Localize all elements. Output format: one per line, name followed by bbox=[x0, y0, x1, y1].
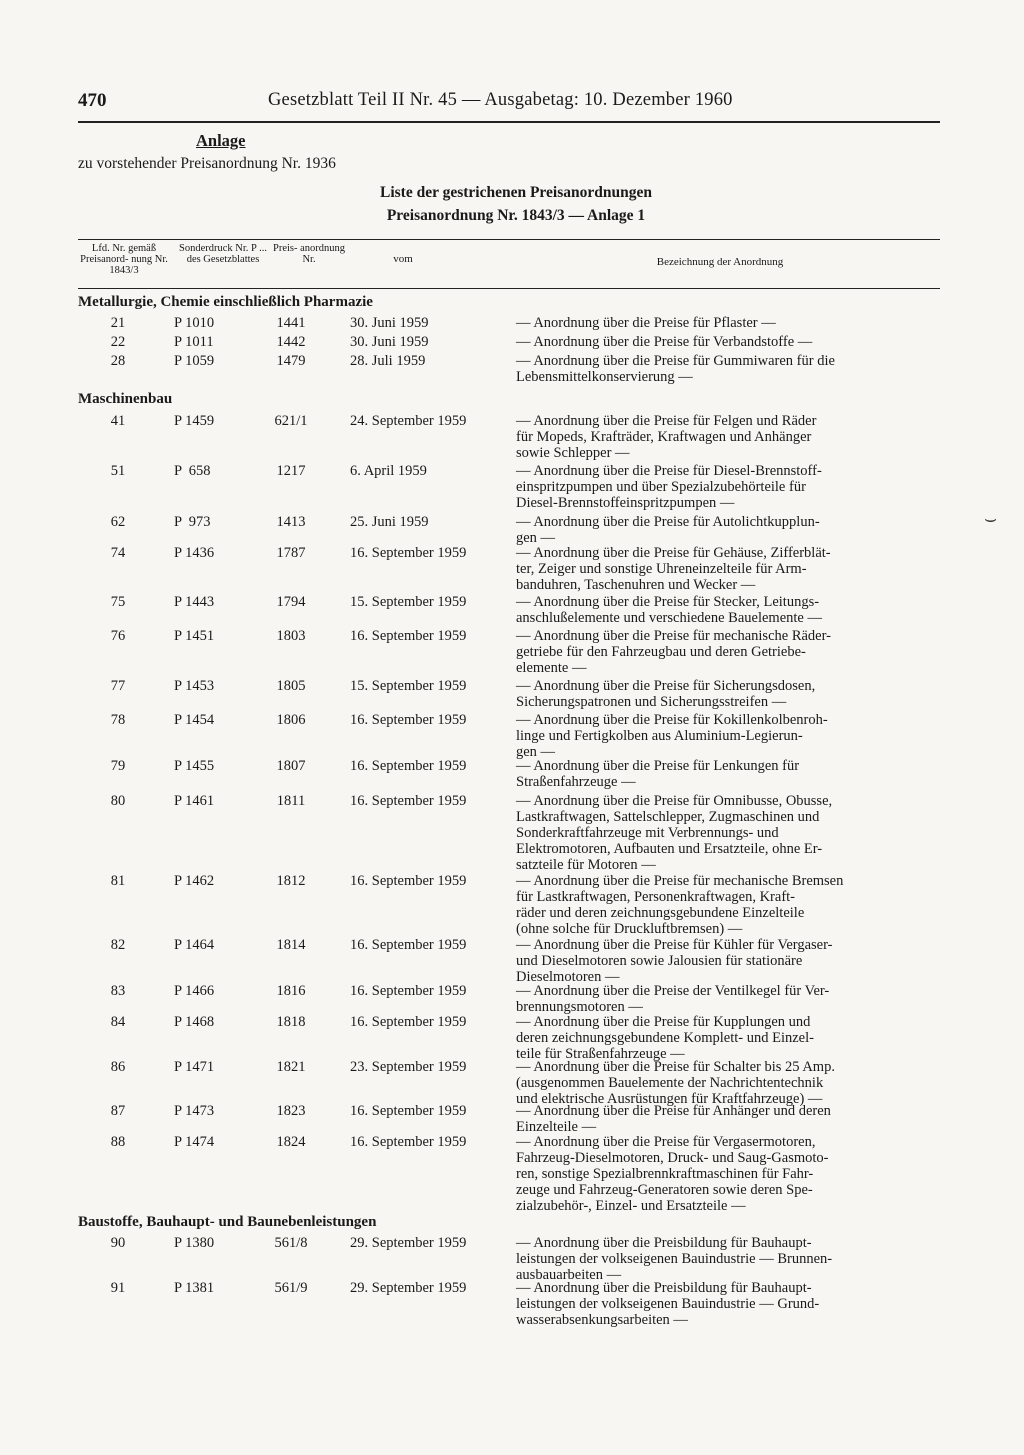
cell-bezeichnung bbox=[516, 793, 938, 873]
cell-bezeichnung bbox=[516, 1134, 938, 1214]
bezeichnung-line: und elektrische Ausrüstungen für Kraftfahrzeuge) — bbox=[516, 1091, 823, 1107]
cell-sonderdruck: P 1011 bbox=[174, 334, 214, 350]
cell-bezeichnung bbox=[516, 463, 938, 511]
cell-bezeichnung bbox=[516, 514, 938, 546]
cell-preisanordnung: 1217 bbox=[276, 463, 306, 479]
cell-lfd-nr: 79 bbox=[110, 758, 126, 774]
bezeichnung-line: — Anordnung über die Preise für Diesel-Brennstoff- bbox=[516, 463, 822, 479]
cell-sonderdruck: P 1471 bbox=[174, 1059, 215, 1075]
cell-sonderdruck: P 1461 bbox=[174, 793, 215, 809]
column-header-preisanordnung: Preis- anordnung Nr. bbox=[272, 243, 346, 265]
section-heading: Baustoffe, Bauhaupt- und Baunebenleistungen bbox=[78, 1214, 377, 1230]
bezeichnung-line: — Anordnung über die Preise für Kupplungen und bbox=[516, 1014, 811, 1030]
margin-mark: ⌣ bbox=[984, 508, 998, 530]
bezeichnung-line: Straßenfahrzeuge — bbox=[516, 774, 636, 790]
bezeichnung-line: — Anordnung über die Preise für Stecker, Leitungs- bbox=[516, 594, 820, 610]
header-title: Gesetzblatt Teil II Nr. 45 — Ausgabetag: 10. Dezember 1960 bbox=[268, 90, 733, 110]
cell-lfd-nr: 51 bbox=[110, 463, 126, 479]
cell-preisanordnung: 1803 bbox=[276, 628, 306, 644]
bezeichnung-line: — Anordnung über die Preise für Autolichtkupplun- bbox=[516, 514, 820, 530]
cell-preisanordnung: 1821 bbox=[276, 1059, 306, 1075]
cell-sonderdruck: P 1473 bbox=[174, 1103, 215, 1119]
cell-sonderdruck: P 973 bbox=[174, 514, 211, 530]
cell-vom-date: 16. September 1959 bbox=[350, 793, 467, 809]
cell-lfd-nr: 75 bbox=[110, 594, 126, 610]
cell-vom-date: 16. September 1959 bbox=[350, 873, 467, 889]
cell-lfd-nr: 41 bbox=[110, 413, 126, 429]
cell-preisanordnung: 1441 bbox=[276, 315, 306, 331]
cell-bezeichnung bbox=[516, 353, 938, 385]
bezeichnung-line: räder und deren zeichnungsgebundene Einzelteile bbox=[516, 905, 805, 921]
table-rule-bottom bbox=[78, 288, 940, 289]
cell-sonderdruck: P 658 bbox=[174, 463, 211, 479]
cell-bezeichnung bbox=[516, 678, 938, 710]
bezeichnung-line: banduhren, Taschenuhren und Wecker — bbox=[516, 577, 756, 593]
list-subtitle: Preisanordnung Nr. 1843/3 — Anlage 1 bbox=[386, 207, 646, 224]
bezeichnung-line: — Anordnung über die Preisbildung für Bauhaupt- bbox=[516, 1280, 812, 1296]
bezeichnung-line: — Anordnung über die Preise für Gehäuse, Zifferblät- bbox=[516, 545, 831, 561]
cell-sonderdruck: P 1474 bbox=[174, 1134, 215, 1150]
bezeichnung-line: — Anordnung über die Preise für Pflaster — bbox=[516, 315, 776, 331]
cell-sonderdruck: P 1464 bbox=[174, 937, 215, 953]
cell-lfd-nr: 87 bbox=[110, 1103, 126, 1119]
cell-vom-date: 30. Juni 1959 bbox=[350, 315, 429, 331]
cell-preisanordnung: 1805 bbox=[276, 678, 306, 694]
bezeichnung-line: sowie Schlepper — bbox=[516, 445, 630, 461]
cell-bezeichnung bbox=[516, 1014, 938, 1062]
cell-bezeichnung bbox=[516, 758, 938, 790]
bezeichnung-line: deren zeichnungsgebundene Komplett- und Einzel- bbox=[516, 1030, 814, 1046]
bezeichnung-line: leistungen der volkseigenen Bauindustrie — Grund- bbox=[516, 1296, 820, 1312]
bezeichnung-line: brennungsmotoren — bbox=[516, 999, 643, 1015]
cell-vom-date: 16. September 1959 bbox=[350, 1014, 467, 1030]
cell-preisanordnung: 1816 bbox=[276, 983, 306, 999]
column-header-vom: vom bbox=[393, 253, 413, 265]
cell-vom-date: 29. September 1959 bbox=[350, 1235, 467, 1251]
bezeichnung-line: — Anordnung über die Preise der Ventilkegel für Ver- bbox=[516, 983, 830, 999]
cell-sonderdruck: P 1455 bbox=[174, 758, 215, 774]
cell-vom-date: 25. Juni 1959 bbox=[350, 514, 429, 530]
cell-preisanordnung: 1806 bbox=[276, 712, 306, 728]
cell-preisanordnung: 1824 bbox=[276, 1134, 306, 1150]
cell-vom-date: 15. September 1959 bbox=[350, 594, 467, 610]
cell-bezeichnung bbox=[516, 334, 938, 350]
cell-sonderdruck: P 1454 bbox=[174, 712, 215, 728]
cell-lfd-nr: 86 bbox=[110, 1059, 126, 1075]
cell-preisanordnung: 1442 bbox=[276, 334, 306, 350]
cell-sonderdruck: P 1381 bbox=[174, 1280, 215, 1296]
cell-bezeichnung bbox=[516, 628, 938, 676]
cell-sonderdruck: P 1468 bbox=[174, 1014, 215, 1030]
page-header bbox=[78, 90, 940, 118]
list-title: Liste der gestrichenen Preisanordnungen bbox=[380, 184, 652, 201]
bezeichnung-line: — Anordnung über die Preise für Schalter bis 25 Amp. bbox=[516, 1059, 835, 1075]
cell-lfd-nr: 90 bbox=[110, 1235, 126, 1251]
cell-vom-date: 16. September 1959 bbox=[350, 628, 467, 644]
cell-lfd-nr: 78 bbox=[110, 712, 126, 728]
cell-lfd-nr: 81 bbox=[110, 873, 126, 889]
bezeichnung-line: Dieselmotoren — bbox=[516, 969, 620, 985]
table-rule-top bbox=[78, 239, 940, 240]
cell-lfd-nr: 84 bbox=[110, 1014, 126, 1030]
bezeichnung-line: gen — bbox=[516, 744, 556, 760]
cell-vom-date: 15. September 1959 bbox=[350, 678, 467, 694]
cell-preisanordnung: 621/1 bbox=[274, 413, 308, 429]
cell-lfd-nr: 80 bbox=[110, 793, 126, 809]
cell-preisanordnung: 1818 bbox=[276, 1014, 306, 1030]
bezeichnung-line: — Anordnung über die Preise für mechanische Bremsen bbox=[516, 873, 844, 889]
cell-bezeichnung bbox=[516, 1103, 938, 1135]
bezeichnung-line: — Anordnung über die Preise für Anhänger und deren bbox=[516, 1103, 831, 1119]
bezeichnung-line: gen — bbox=[516, 530, 556, 546]
bezeichnung-line: Lebensmittelkonservierung — bbox=[516, 369, 693, 385]
cell-vom-date: 16. September 1959 bbox=[350, 545, 467, 561]
bezeichnung-line: — Anordnung über die Preise für mechanische Räder- bbox=[516, 628, 831, 644]
bezeichnung-line: Fahrzeug-Dieselmotoren, Druck- und Saug-Gasmoto- bbox=[516, 1150, 829, 1166]
cell-preisanordnung: 1812 bbox=[276, 873, 306, 889]
cell-bezeichnung bbox=[516, 1280, 938, 1328]
cell-vom-date: 23. September 1959 bbox=[350, 1059, 467, 1075]
bezeichnung-line: Elektromotoren, Aufbauten und Ersatzteile, ohne Er- bbox=[516, 841, 823, 857]
bezeichnung-line: getriebe für den Fahrzeugbau und deren Getriebe- bbox=[516, 644, 806, 660]
cell-bezeichnung bbox=[516, 315, 938, 331]
bezeichnung-line: — Anordnung über die Preise für Vergasermotoren, bbox=[516, 1134, 816, 1150]
anlage-subtitle: zu vorstehender Preisanordnung Nr. 1936 bbox=[78, 155, 336, 172]
cell-bezeichnung bbox=[516, 594, 938, 626]
cell-sonderdruck: P 1380 bbox=[174, 1235, 215, 1251]
bezeichnung-line: einspritzpumpen und über Spezialzubehörteile für bbox=[516, 479, 806, 495]
cell-bezeichnung bbox=[516, 1059, 938, 1107]
bezeichnung-line: für Lastkraftwagen, Personenkraftwagen, Kraft- bbox=[516, 889, 796, 905]
cell-preisanordnung: 1811 bbox=[276, 793, 306, 809]
bezeichnung-line: Sonderkraftfahrzeuge mit Verbrennungs- und bbox=[516, 825, 779, 841]
cell-sonderdruck: P 1436 bbox=[174, 545, 215, 561]
bezeichnung-line: und Dieselmotoren sowie Jalousien für stationäre bbox=[516, 953, 803, 969]
cell-vom-date: 6. April 1959 bbox=[350, 463, 427, 479]
cell-lfd-nr: 22 bbox=[110, 334, 126, 350]
cell-lfd-nr: 74 bbox=[110, 545, 126, 561]
bezeichnung-line: satzteile für Motoren — bbox=[516, 857, 656, 873]
header-rule bbox=[78, 121, 940, 123]
column-header-lfd: Lfd. Nr. gemäß Preisanord- nung Nr. 1843/3 bbox=[80, 243, 168, 276]
bezeichnung-line: zeuge und Fahrzeug-Generatoren sowie deren Spe- bbox=[516, 1182, 813, 1198]
bezeichnung-line: teile für Straßenfahrzeuge — bbox=[516, 1046, 685, 1062]
section-heading: Maschinenbau bbox=[78, 391, 173, 407]
cell-lfd-nr: 62 bbox=[110, 514, 126, 530]
bezeichnung-line: für Mopeds, Krafträder, Kraftwagen und Anhänger bbox=[516, 429, 812, 445]
cell-lfd-nr: 77 bbox=[110, 678, 126, 694]
cell-lfd-nr: 83 bbox=[110, 983, 126, 999]
bezeichnung-line: — Anordnung über die Preise für Felgen und Räder bbox=[516, 413, 817, 429]
cell-sonderdruck: P 1010 bbox=[174, 315, 215, 331]
cell-sonderdruck: P 1443 bbox=[174, 594, 215, 610]
cell-lfd-nr: 82 bbox=[110, 937, 126, 953]
anlage-title: Anlage bbox=[196, 131, 246, 150]
bezeichnung-line: zialzubehör-, Einzel- und Ersatzteile — bbox=[516, 1198, 746, 1214]
cell-bezeichnung bbox=[516, 545, 938, 593]
bezeichnung-line: wasserabsenkungsarbeiten — bbox=[516, 1312, 688, 1328]
cell-lfd-nr: 28 bbox=[110, 353, 126, 369]
cell-bezeichnung bbox=[516, 413, 938, 461]
cell-vom-date: 30. Juni 1959 bbox=[350, 334, 429, 350]
cell-lfd-nr: 76 bbox=[110, 628, 126, 644]
cell-vom-date: 24. September 1959 bbox=[350, 413, 467, 429]
cell-vom-date: 29. September 1959 bbox=[350, 1280, 467, 1296]
bezeichnung-line: ter, Zeiger und sonstige Uhreneinzelteile für Arm- bbox=[516, 561, 807, 577]
cell-lfd-nr: 21 bbox=[110, 315, 126, 331]
cell-sonderdruck: P 1451 bbox=[174, 628, 215, 644]
cell-bezeichnung bbox=[516, 937, 938, 985]
cell-vom-date: 16. September 1959 bbox=[350, 983, 467, 999]
cell-preisanordnung: 1479 bbox=[276, 353, 306, 369]
cell-bezeichnung bbox=[516, 712, 938, 760]
cell-lfd-nr: 88 bbox=[110, 1134, 126, 1150]
bezeichnung-line: (ausgenommen Bauelemente der Nachrichtentechnik bbox=[516, 1075, 824, 1091]
bezeichnung-line: — Anordnung über die Preisbildung für Bauhaupt- bbox=[516, 1235, 812, 1251]
bezeichnung-line: Diesel-Brennstoffeinspritzpumpen — bbox=[516, 495, 735, 511]
bezeichnung-line: Sicherungspatronen und Sicherungsstreifen — bbox=[516, 694, 787, 710]
cell-preisanordnung: 1413 bbox=[276, 514, 306, 530]
cell-sonderdruck: P 1459 bbox=[174, 413, 215, 429]
page-number: 470 bbox=[78, 90, 107, 111]
cell-bezeichnung bbox=[516, 983, 938, 1015]
cell-vom-date: 16. September 1959 bbox=[350, 712, 467, 728]
bezeichnung-line: ren, sonstige Spezialbrennkraftmaschinen für Fahr- bbox=[516, 1166, 814, 1182]
bezeichnung-line: — Anordnung über die Preise für Sicherungsdosen, bbox=[516, 678, 816, 694]
bezeichnung-line: — Anordnung über die Preise für Kokillenkolbenroh- bbox=[516, 712, 828, 728]
cell-preisanordnung: 1823 bbox=[276, 1103, 306, 1119]
cell-sonderdruck: P 1059 bbox=[174, 353, 215, 369]
cell-sonderdruck: P 1462 bbox=[174, 873, 215, 889]
cell-vom-date: 16. September 1959 bbox=[350, 1103, 467, 1119]
bezeichnung-line: — Anordnung über die Preise für Lenkungen für bbox=[516, 758, 800, 774]
cell-preisanordnung: 561/8 bbox=[274, 1235, 308, 1251]
bezeichnung-line: linge und Fertigkolben aus Aluminium-Legierun- bbox=[516, 728, 803, 744]
cell-vom-date: 28. Juli 1959 bbox=[350, 353, 426, 369]
cell-vom-date: 16. September 1959 bbox=[350, 1134, 467, 1150]
bezeichnung-line: ausbauarbeiten — bbox=[516, 1267, 622, 1283]
bezeichnung-line: anschlußelemente und verschiedene Bauelemente — bbox=[516, 610, 822, 626]
cell-preisanordnung: 1794 bbox=[276, 594, 306, 610]
cell-bezeichnung bbox=[516, 873, 938, 937]
cell-sonderdruck: P 1466 bbox=[174, 983, 215, 999]
cell-bezeichnung bbox=[516, 1235, 938, 1283]
bezeichnung-line: elemente — bbox=[516, 660, 587, 676]
bezeichnung-line: — Anordnung über die Preise für Gummiwaren für die bbox=[516, 353, 835, 369]
cell-preisanordnung: 1814 bbox=[276, 937, 306, 953]
bezeichnung-line: (ohne solche für Druckluftbremsen) — bbox=[516, 921, 743, 937]
bezeichnung-line: — Anordnung über die Preise für Omnibusse, Obusse, bbox=[516, 793, 833, 809]
cell-preisanordnung: 1807 bbox=[276, 758, 306, 774]
bezeichnung-line: — Anordnung über die Preise für Kühler für Vergaser- bbox=[516, 937, 833, 953]
bezeichnung-line: Lastkraftwagen, Sattelschlepper, Zugmaschinen und bbox=[516, 809, 820, 825]
cell-vom-date: 16. September 1959 bbox=[350, 758, 467, 774]
bezeichnung-line: — Anordnung über die Preise für Verbandstoffe — bbox=[516, 334, 813, 350]
cell-vom-date: 16. September 1959 bbox=[350, 937, 467, 953]
cell-lfd-nr: 91 bbox=[110, 1280, 126, 1296]
cell-preisanordnung: 561/9 bbox=[274, 1280, 308, 1296]
column-header-bezeichnung: Bezeichnung der Anordnung bbox=[656, 256, 784, 268]
bezeichnung-line: leistungen der volkseigenen Bauindustrie — Brunnen- bbox=[516, 1251, 833, 1267]
cell-preisanordnung: 1787 bbox=[276, 545, 306, 561]
column-header-sonderdruck: Sonderdruck Nr. P ... des Gesetzblattes bbox=[179, 243, 267, 265]
bezeichnung-line: Einzelteile — bbox=[516, 1119, 597, 1135]
section-heading: Metallurgie, Chemie einschließlich Pharmazie bbox=[78, 294, 373, 310]
cell-sonderdruck: P 1453 bbox=[174, 678, 215, 694]
